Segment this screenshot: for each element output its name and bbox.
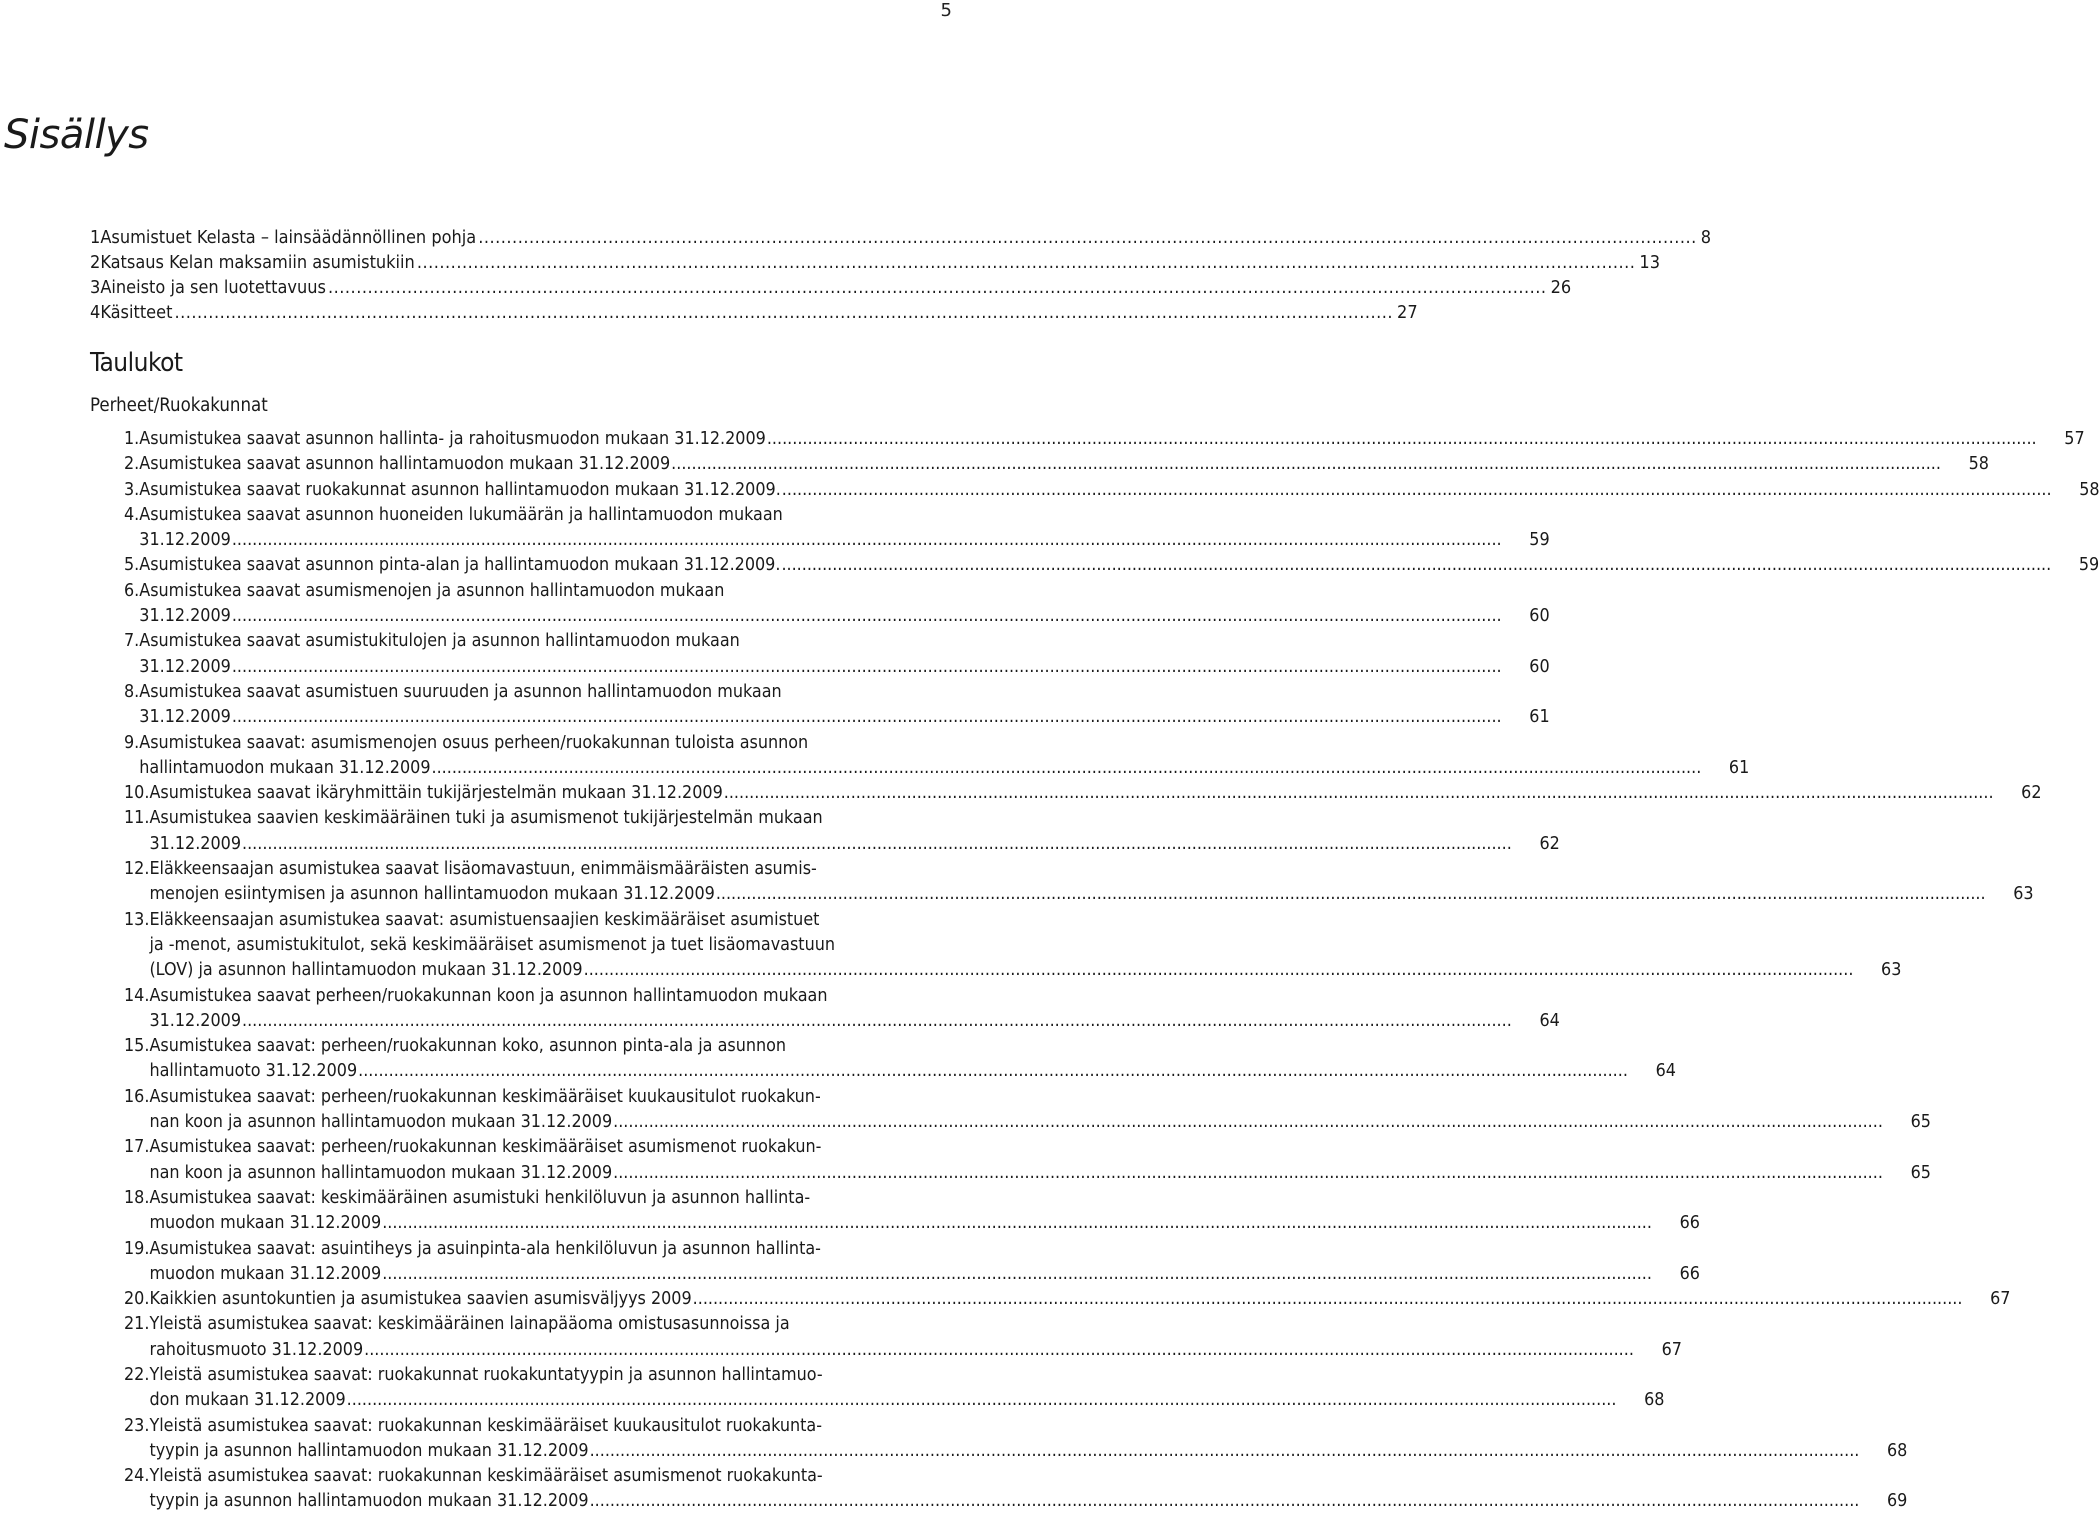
toc-table-title-line: Asumistukea saavat: perheen/ruokakunnan keskimääräiset asumismenot ruokakun- xyxy=(149,1136,822,1158)
toc-page-number: 64 xyxy=(1539,1009,1560,1031)
dot-leader xyxy=(590,1490,1860,1511)
toc-table-number: 16. xyxy=(124,1085,150,1107)
page-title: Sisällys xyxy=(4,112,149,158)
toc-chapter-number: 2 xyxy=(90,252,101,273)
toc-page-number: 60 xyxy=(1529,655,1550,677)
dot-leader xyxy=(478,227,1697,248)
toc-page-number: 63 xyxy=(2013,883,2034,905)
toc-table-title-line: Asumistukea saavat: perheen/ruokakunnan koko, asunnon pinta-ala ja asunnon xyxy=(149,1035,787,1057)
toc-chapter-title: Asumistuet Kelasta – lainsäädännöllinen pohja xyxy=(100,227,477,248)
toc-table-title-line: Asumistukea saavat perheen/ruokakunnan koon ja asunnon hallintamuodon mukaan xyxy=(149,984,828,1006)
toc-table-number: 14. xyxy=(124,984,150,1006)
toc-table-title-line: 31.12.2009 xyxy=(139,605,231,627)
toc-page-number: 60 xyxy=(1529,605,1550,627)
toc-table-title-line: Asumistukea saavien keskimääräinen tuki ja asumismenot tukijärjestelmän mukaan xyxy=(149,807,823,829)
toc-table-title-line: Asumistukea saavat ikäryhmittäin tukijärjestelmän mukaan 31.12.2009 xyxy=(149,782,723,804)
toc-table-number: 21. xyxy=(124,1313,150,1335)
dot-leader xyxy=(242,1010,1512,1031)
dot-leader xyxy=(613,1162,1883,1183)
dot-leader xyxy=(232,706,1502,727)
toc-table-number: 22. xyxy=(124,1363,150,1385)
toc-table-title-line: nan koon ja asunnon hallintamuodon mukaan 31.12.2009 xyxy=(149,1161,613,1183)
dot-leader xyxy=(347,1389,1617,1410)
toc-table-title-line: Yleistä asumistukea saavat: keskimääräinen lainapääoma omistusasunnoissa ja xyxy=(149,1313,790,1335)
toc-table-title-line: Asumistukea saavat: perheen/ruokakunnan keskimääräiset kuukausitulot ruokakun- xyxy=(149,1085,821,1107)
dot-leader xyxy=(716,883,1986,904)
toc-table-entry[interactable] xyxy=(124,908,1902,985)
toc-table-entry[interactable] xyxy=(124,1136,1931,1187)
dot-leader xyxy=(382,1212,1652,1233)
toc-table-number: 13. xyxy=(124,908,150,930)
toc-table-entry[interactable] xyxy=(124,1288,2011,1313)
toc-table-title-line: Asumistukea saavat asunnon huoneiden lukumäärän ja hallintamuodon mukaan xyxy=(139,503,783,525)
toc-chapter-title: Katsaus Kelan maksamiin asumistukiin xyxy=(100,252,415,273)
toc-table-number: 17. xyxy=(124,1136,150,1158)
toc-table-title-line: Asumistukea saavat ruokakunnat asunnon hallintamuodon mukaan 31.12.2009. xyxy=(139,478,781,500)
toc-table-number: 15. xyxy=(124,1035,150,1057)
toc-table-title-line: 31.12.2009 xyxy=(149,1009,242,1031)
toc-page-number: 69 xyxy=(1887,1490,1908,1512)
dot-leader xyxy=(382,1263,1652,1284)
toc-page-number: 62 xyxy=(1539,832,1560,854)
toc-table-title-line: Yleistä asumistukea saavat: ruokakunnat ruokakuntatyypin ja asunnon hallintamuo- xyxy=(149,1363,823,1385)
section-title: Taulukot xyxy=(90,348,183,378)
toc-page-number: 64 xyxy=(1655,1060,1676,1082)
toc-table-title-line: muodon mukaan 31.12.2009 xyxy=(149,1262,382,1284)
toc-table-title-line: Yleistä asumistukea saavat: ruokakunnan keskimääräiset kuukausitulot ruokakunta- xyxy=(149,1414,823,1436)
toc-table-title-line: Asumistukea saavat: keskimääräinen asumistuki henkilöluvun ja asunnon hallinta- xyxy=(149,1186,811,1208)
toc-page-number: 68 xyxy=(1887,1439,1908,1461)
chapter-list xyxy=(90,227,1712,327)
page-number: 5 xyxy=(940,0,952,21)
toc-table-number: 1. xyxy=(124,428,140,449)
toc-table-title-line: Asumistukea saavat asunnon hallinta- ja rahoitusmuodon mukaan 31.12.2009 xyxy=(139,428,766,449)
toc-page-number: 13 xyxy=(1639,252,1661,273)
toc-table-number: 23. xyxy=(124,1414,150,1436)
dot-leader xyxy=(782,479,2052,500)
toc-table-title-line: Asumistukea saavat asunnon hallintamuodon mukaan 31.12.2009 xyxy=(139,453,671,475)
toc-chapter-number: 3 xyxy=(90,277,101,298)
toc-table-title-line: Eläkkeensaajan asumistukea saavat lisäomavastuun, enimmäismääräisten asumis- xyxy=(149,858,817,880)
toc-chapter-number: 1 xyxy=(90,227,101,248)
toc-page-number: 67 xyxy=(1990,1288,2011,1310)
toc-table-entry[interactable] xyxy=(124,1035,1676,1086)
toc-table-entry[interactable] xyxy=(124,478,2100,504)
toc-table-number: 24. xyxy=(124,1465,150,1487)
toc-page-number: 65 xyxy=(1910,1161,1931,1183)
toc-table-entry[interactable] xyxy=(124,680,1550,732)
toc-table-number: 5. xyxy=(124,554,140,576)
toc-chapter-number: 4 xyxy=(90,302,101,323)
toc-table-entry[interactable] xyxy=(124,453,1989,478)
toc-table-entry[interactable] xyxy=(124,731,1750,783)
toc-page-number: 66 xyxy=(1679,1262,1700,1284)
dot-leader xyxy=(364,1339,1634,1360)
dot-leader xyxy=(432,757,1702,778)
toc-table-number: 12. xyxy=(124,858,150,880)
dot-leader xyxy=(671,453,1941,474)
toc-table-number: 20. xyxy=(124,1288,150,1310)
toc-page-number: 8 xyxy=(1700,227,1712,248)
dot-leader xyxy=(613,1111,1883,1132)
toc-table-title-line: 31.12.2009 xyxy=(139,655,231,677)
toc-page-number: 26 xyxy=(1550,277,1572,298)
toc-page-number: 62 xyxy=(2021,782,2042,804)
toc-table-title-line: Asumistukea saavat asumismenojen ja asunnon hallintamuodon mukaan xyxy=(139,579,725,601)
dot-leader xyxy=(242,833,1512,854)
toc-table-title-line: don mukaan 31.12.2009 xyxy=(149,1389,346,1411)
toc-table-title-line: Kaikkien asuntokuntien ja asumistukea saavien asumisväljyys 2009 xyxy=(149,1288,692,1310)
dot-leader xyxy=(358,1060,1628,1081)
toc-page-number: 59 xyxy=(2078,554,2100,576)
toc-table-title-line: tyypin ja asunnon hallintamuodon mukaan 31.12.2009 xyxy=(149,1439,589,1461)
toc-table-title-line: 31.12.2009 xyxy=(139,529,231,551)
toc-page-number: 57 xyxy=(2064,428,2085,449)
toc-chapter-title: Käsitteet xyxy=(100,302,173,323)
toc-table-entry[interactable] xyxy=(124,1414,1908,1466)
toc-table-entry[interactable] xyxy=(124,503,1550,555)
toc-page-number: 61 xyxy=(1728,756,1750,778)
toc-table-entry[interactable] xyxy=(124,554,2100,579)
dot-leader xyxy=(584,959,1854,980)
toc-table-title-line: Asumistukea saavat asunnon pinta-alan ja hallintamuodon mukaan 31.12.2009. xyxy=(139,554,781,576)
dot-leader xyxy=(724,782,1994,803)
toc-page-number: 68 xyxy=(1644,1389,1665,1411)
toc-table-entry[interactable] xyxy=(124,630,1550,681)
dot-leader xyxy=(767,428,2037,449)
toc-table-entry[interactable] xyxy=(124,1465,1908,1516)
toc-table-title-line: Eläkkeensaajan asumistukea saavat: asumistuensaajien keskimääräiset asumistuet xyxy=(149,908,820,930)
toc-table-number: 6. xyxy=(124,579,140,601)
toc-table-number: 10. xyxy=(124,782,150,804)
dot-leader xyxy=(590,1440,1860,1461)
toc-table-number: 7. xyxy=(124,630,140,652)
toc-page-number: 59 xyxy=(1529,529,1550,551)
toc-table-entry[interactable] xyxy=(124,579,1550,631)
toc-page-number: 58 xyxy=(1968,453,1989,475)
toc-page-number: 58 xyxy=(2079,478,2100,500)
toc-table-title-line: Asumistukea saavat: asumismenojen osuus perheen/ruokakunnan tuloista asunnon xyxy=(139,731,809,753)
toc-table-entry[interactable] xyxy=(124,428,2085,453)
toc-table-title-line: Asumistukea saavat asumistukitulojen ja asunnon hallintamuodon mukaan xyxy=(139,630,740,652)
table-list xyxy=(124,428,2100,1516)
toc-table-number: 4. xyxy=(124,503,140,525)
toc-page-number: 61 xyxy=(1529,706,1550,728)
toc-table-number: 9. xyxy=(124,731,140,753)
toc-table-title-line: hallintamuodon mukaan 31.12.2009 xyxy=(139,756,431,778)
toc-table-number: 19. xyxy=(124,1237,150,1259)
toc-table-title-line: 31.12.2009 xyxy=(139,706,231,728)
toc-chapter-entry[interactable] xyxy=(90,277,1572,302)
toc-table-title-line: (LOV) ja asunnon hallintamuodon mukaan 31.12.2009 xyxy=(149,959,583,981)
dot-leader xyxy=(232,605,1502,626)
toc-chapter-title: Aineisto ja sen luotettavuus xyxy=(100,277,326,298)
toc-table-entry[interactable] xyxy=(124,1363,1665,1415)
toc-table-entry[interactable] xyxy=(124,1085,1931,1137)
toc-table-title-line: rahoitusmuoto 31.12.2009 xyxy=(149,1338,364,1360)
toc-table-entry[interactable] xyxy=(124,1186,1700,1238)
toc-table-entry[interactable] xyxy=(124,984,1560,1036)
dot-leader xyxy=(328,277,1547,298)
dot-leader xyxy=(232,529,1502,550)
dot-leader xyxy=(174,302,1393,323)
dot-leader xyxy=(417,252,1636,273)
toc-table-number: 8. xyxy=(124,680,140,702)
toc-table-title-line: hallintamuoto 31.12.2009 xyxy=(149,1060,358,1082)
toc-page-number: 65 xyxy=(1910,1111,1931,1133)
toc-table-title-line: tyypin ja asunnon hallintamuodon mukaan 31.12.2009 xyxy=(149,1490,589,1512)
toc-table-title-line: nan koon ja asunnon hallintamuodon mukaan 31.12.2009 xyxy=(149,1111,613,1133)
subsection-title: Perheet/Ruokakunnat xyxy=(90,395,268,416)
toc-table-entry[interactable] xyxy=(124,782,2042,807)
dot-leader xyxy=(232,656,1502,677)
toc-page-number: 63 xyxy=(1881,959,1902,981)
toc-page-number: 27 xyxy=(1397,302,1418,323)
toc-chapter-entry[interactable] xyxy=(90,252,1661,277)
toc-table-title-line: Yleistä asumistukea saavat: ruokakunnan keskimääräiset asumismenot ruokakunta- xyxy=(149,1465,823,1487)
toc-page-number: 66 xyxy=(1679,1212,1700,1234)
toc-table-title-line: Asumistukea saavat asumistuen suuruuden ja asunnon hallintamuodon mukaan xyxy=(139,680,782,702)
toc-table-number: 11. xyxy=(124,807,150,829)
toc-table-entry[interactable] xyxy=(124,1313,1682,1364)
dot-leader xyxy=(693,1288,1963,1309)
toc-page-number: 67 xyxy=(1661,1338,1682,1360)
toc-table-title-line: Asumistukea saavat: asuintiheys ja asuinpinta-ala henkilöluvun ja asunnon hallinta- xyxy=(149,1237,821,1259)
toc-chapter-entry[interactable] xyxy=(90,302,1418,327)
toc-table-entry[interactable] xyxy=(124,807,1560,858)
toc-table-title-line: menojen esiintymisen ja asunnon hallintamuodon mukaan 31.12.2009 xyxy=(149,883,715,905)
toc-table-number: 18. xyxy=(124,1186,150,1208)
toc-table-entry[interactable] xyxy=(124,1237,1700,1289)
toc-table-number: 3. xyxy=(124,478,140,500)
toc-table-number: 2. xyxy=(124,453,140,475)
dot-leader xyxy=(781,554,2051,575)
toc-table-title-line: 31.12.2009 xyxy=(149,832,242,854)
toc-table-title-line: muodon mukaan 31.12.2009 xyxy=(149,1212,382,1234)
toc-chapter-entry[interactable] xyxy=(90,227,1712,252)
toc-table-entry[interactable] xyxy=(124,858,2034,909)
toc-table-title-line: ja -menot, asumistukitulot, sekä keskimääräiset asumismenot ja tuet lisäomavastuun xyxy=(149,933,835,955)
